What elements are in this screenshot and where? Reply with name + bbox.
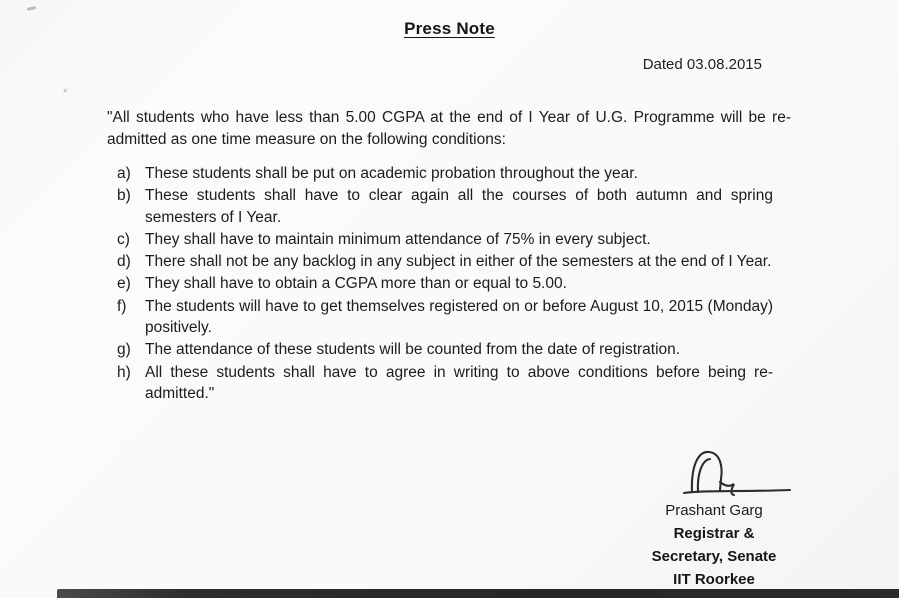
condition-text: The attendance of these students will be counted from the date of registration.: [145, 341, 681, 359]
condition-label: b): [117, 187, 131, 205]
condition-text: The students will have to get themselves registered on or before August 10, 2015 (Monday) positively.: [145, 297, 773, 337]
condition-text: They shall have to maintain minimum attendance of 75% in every subject.: [145, 230, 651, 248]
condition-item-g: [117, 339, 773, 360]
signatory-role: Secretary, Senate: [651, 548, 777, 565]
condition-item-e: [117, 273, 773, 294]
condition-label: f): [117, 297, 127, 315]
scan-artifact: °: [63, 88, 68, 100]
condition-label: a): [117, 165, 131, 182]
condition-item-d: [117, 251, 773, 272]
condition-label: d): [117, 253, 131, 271]
condition-item-b: [117, 185, 773, 228]
condition-item-f: [117, 296, 773, 339]
conditions-list: [117, 163, 773, 404]
condition-text: These students shall be put on academic probation throughout the year.: [145, 165, 638, 182]
document-title: Press Note: [404, 19, 495, 38]
condition-text: There shall not be any backlog in any subject in either of the semesters at the end of I Year.: [145, 253, 772, 271]
condition-label: e): [117, 275, 131, 293]
condition-label: c): [117, 230, 130, 248]
condition-label: h): [117, 363, 131, 381]
signature-scribble-icon: [678, 446, 796, 498]
signatory-designation: Registrar &: [673, 525, 755, 542]
intro-paragraph: "All students who have less than 5.00 CGPA at the end of I Year of U.G. Programme will be re-admitted as one time measure on the following conditions:: [107, 109, 791, 148]
condition-text: They shall have to obtain a CGPA more than or equal to 5.00.: [145, 275, 567, 293]
date-line: Dated 03.08.2015: [642, 56, 762, 73]
signatory-institute: IIT Roorkee: [673, 571, 755, 588]
condition-item-a: [117, 163, 773, 184]
condition-item-h: [117, 362, 773, 405]
condition-item-c: [117, 229, 773, 250]
signatory-name: Prashant Garg: [665, 502, 763, 519]
condition-label: g): [117, 341, 131, 359]
condition-text: These students shall have to clear again all the courses of both autumn and spring semesters of I Year.: [145, 187, 773, 226]
condition-text: All these students shall have to agree in writing to above conditions before being re-admitted.": [145, 363, 773, 402]
scan-edge-artifact: [57, 589, 899, 598]
signature-block: [626, 446, 802, 591]
